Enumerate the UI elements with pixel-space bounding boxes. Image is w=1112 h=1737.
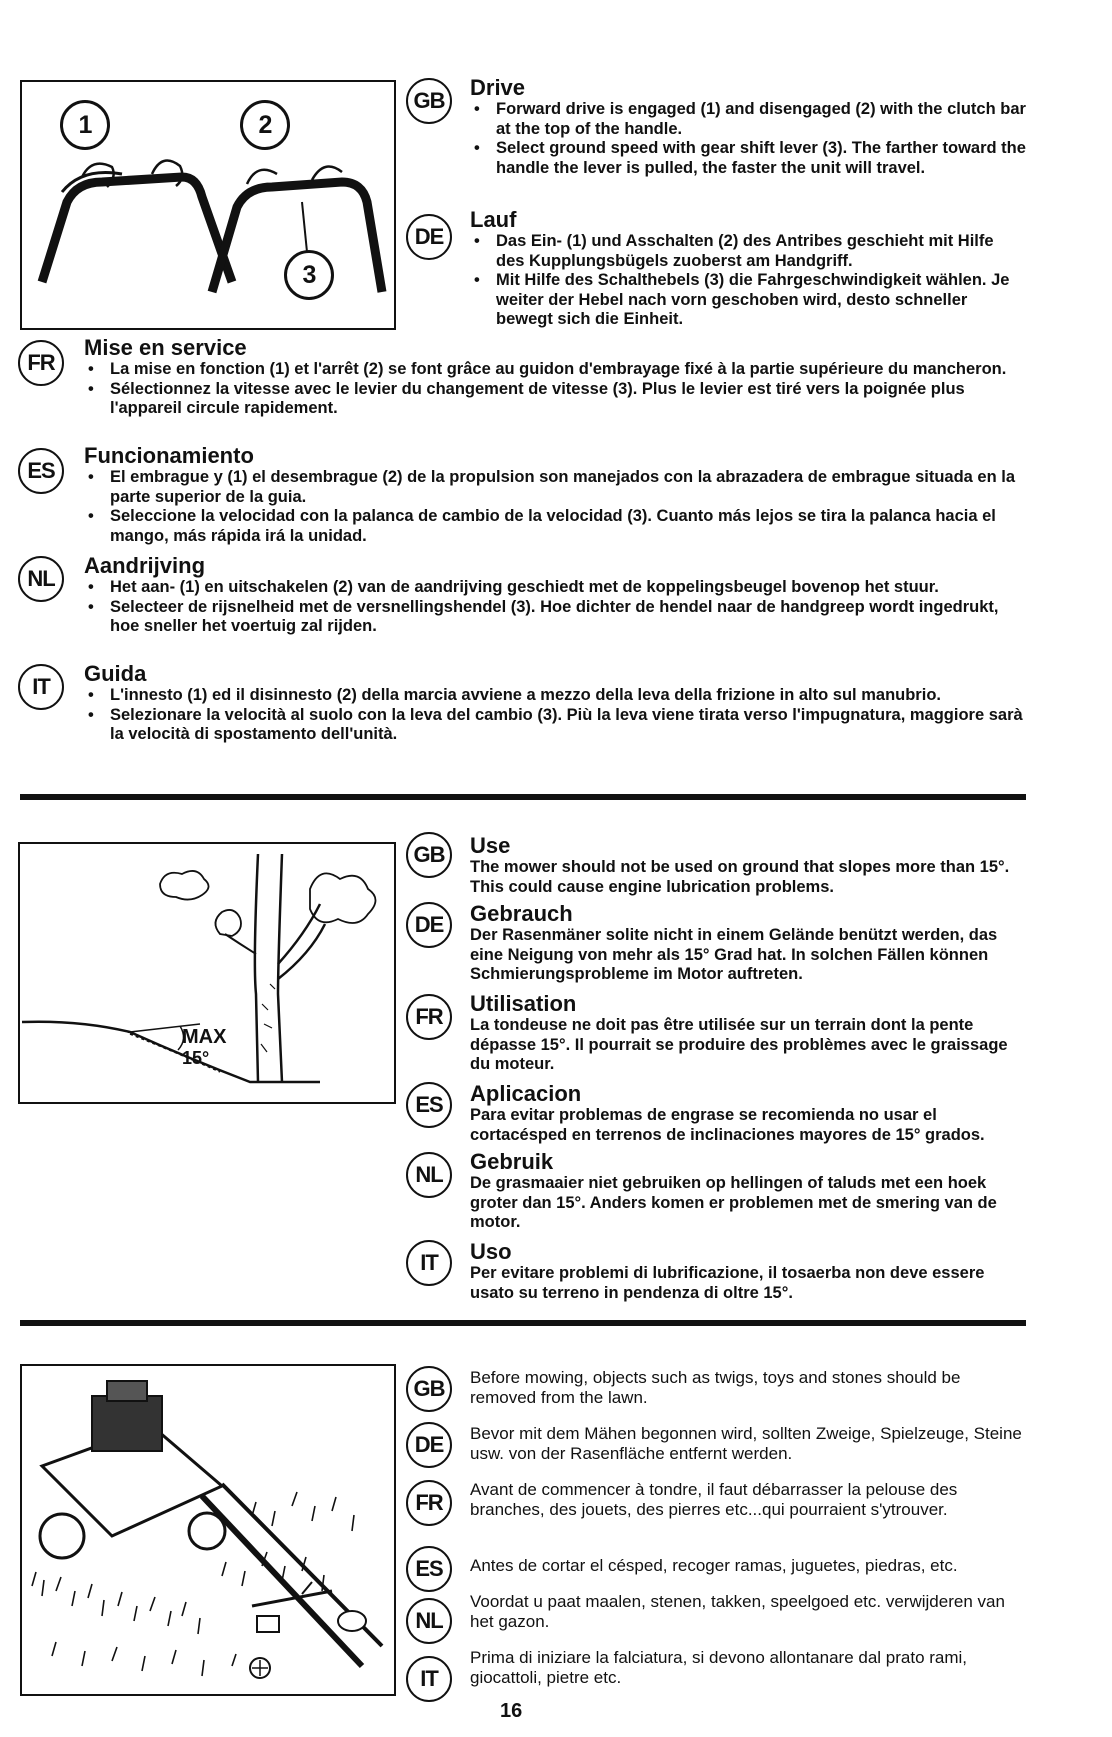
- section-heading: Use: [470, 833, 511, 858]
- section-heading: Drive: [470, 75, 526, 100]
- section-heading: Lauf: [470, 207, 517, 232]
- section-divider: [20, 1320, 1026, 1326]
- section-heading: Mise en service: [84, 335, 247, 360]
- lang-badge-de: DE: [406, 1422, 452, 1468]
- bullet-item: • La mise en fonction (1) et l'arrêt (2) se font grâce au guidon d'embrayage fixé à la partie supérieure du mancheron.: [110, 360, 1026, 380]
- lang-badge-es: ES: [406, 1082, 452, 1128]
- callout-3: 3: [284, 250, 334, 300]
- prep-it-paragraph: Prima di iniziare la falciatura, si devono allontanare dal prato rami, giocattoli, pietre etc.: [470, 1648, 968, 1687]
- page-number: 16: [500, 1700, 523, 1722]
- lang-badge-nl: NL: [406, 1598, 452, 1644]
- paragraph: Per evitare problemi di lubrificazione, il tosaerba non deve essere usato su terreno in pendenza di oltre 15°.: [470, 1264, 985, 1302]
- section-heading: Aplicacion: [470, 1081, 582, 1106]
- prep-nl-paragraph: Voordat u paat maalen, stenen, takken, speelgoed etc. verwijderen van het gazon.: [470, 1592, 1005, 1631]
- section-divider: [20, 794, 1026, 800]
- bullet-item: • Selecteer de rijsnelheid met de versnellingshendel (3). Hoe dichter de hendel naar de handgreep wordt ingedrukt, hoe sneller het voertuig zal rijden.: [110, 598, 1026, 637]
- lang-badge-fr: FR: [406, 994, 452, 1040]
- lang-badge-gb: GB: [406, 78, 452, 124]
- paragraph: De grasmaaier niet gebruiken op hellingen of taluds met een hoek groter dan 15°. Anders komen er problemen met de smering van de motor.: [470, 1174, 997, 1231]
- bullet-item: • Mit Hilfe des Schalthebels (3) die Fahrgeschwindigkeit wählen. Je weiter der Hebel nach vorn geschoben wird, desto schneller bewegt sich die Einheit.: [496, 271, 1026, 330]
- paragraph: Para evitar problemas de engrase se recomienda no usar el cortacésped en terrenos de inclinaciones mayores de 15° grados.: [470, 1106, 985, 1144]
- bullet-item: • Das Ein- (1) und Asschalten (2) des Antribes geschieht mit Hilfe des Kupplungsbügels zuoberst am Handgriff.: [496, 232, 1026, 271]
- drive-nl-block: [84, 554, 1026, 637]
- figure-label-degrees: 15°: [182, 1048, 210, 1068]
- lang-badge-es: ES: [406, 1546, 452, 1592]
- lang-badge-it: IT: [406, 1656, 452, 1702]
- bullet-item: • Seleccione la velocidad con la palanca de cambio de la velocidad (3). Cuanto más lejos se tira la palanca hacia el mango, más rápida irá la unidad.: [110, 507, 1026, 546]
- lawn-debris-illustration: [20, 1364, 396, 1696]
- lang-badge-gb: GB: [406, 1366, 452, 1412]
- use-nl-block: [470, 1150, 1026, 1233]
- lang-badge-it: IT: [406, 1240, 452, 1286]
- bullet-item: • Select ground speed with gear shift lever (3). The farther toward the handle the lever is pulled, the faster the unit will travel.: [496, 139, 1026, 178]
- callout-1: 1: [60, 100, 110, 150]
- lang-badge-nl: NL: [406, 1152, 452, 1198]
- section-heading: Funcionamiento: [84, 443, 254, 468]
- paragraph: La tondeuse ne doit pas être utilisée sur un terrain dont la pente dépasse 15°. Il pourrait se produire des problèmes avec le graissage du moteur.: [470, 1016, 1008, 1073]
- paragraph: The mower should not be used on ground that slopes more than 15°. This could cause engine lubrication problems.: [470, 858, 1010, 896]
- use-es-block: [470, 1082, 1026, 1145]
- paragraph: Der Rasenmäner solite nicht in einem Gelände benützt werden, das eine Neigung von mehr als 15° Grad hat. In solchen Fällen können Schmierungsprobleme im Motor auftreten.: [470, 926, 998, 983]
- lang-badge-gb: GB: [406, 832, 452, 878]
- bullet-item: • El embrague y (1) el desembrague (2) de la propulsion son manejados con la abrazadera de embrague situada en la parte superior de la guia.: [110, 468, 1026, 507]
- use-de-block: [470, 902, 1026, 985]
- prep-de-paragraph: Bevor mit dem Mähen begonnen wird, sollten Zweige, Spielzeuge, Steine usw. von der Rasenfläche entfernt werden.: [470, 1424, 1022, 1463]
- bullet-item: • Selezionare la velocità al suolo con la leva del cambio (3). Più la leva viene tirata verso l'impugnatura, maggiore sarà la velocità di spostamento dell'unità.: [110, 706, 1026, 745]
- use-gb-block: [470, 834, 1026, 897]
- lang-badge-de: DE: [406, 214, 452, 260]
- bullet-item: • Forward drive is engaged (1) and disengaged (2) with the clutch bar at the top of the handle.: [496, 100, 1026, 139]
- use-it-block: [470, 1240, 1026, 1303]
- handle-clutch-illustration: [20, 80, 396, 330]
- lang-badge-it: IT: [18, 664, 64, 710]
- lang-badge-es: ES: [18, 448, 64, 494]
- section-heading: Gebrauch: [470, 901, 573, 926]
- bullet-item: • Het aan- (1) en uitschakelen (2) van de aandrijving geschiedt met de koppelingsbeugel bovenop het stuur.: [110, 578, 1026, 598]
- prep-fr-paragraph: Avant de commencer à tondre, il faut débarrasser la pelouse des branches, des jouets, des pierres etc...qui pourraient s'ytrouver.: [470, 1480, 958, 1519]
- callout-2: 2: [240, 100, 290, 150]
- drive-de-block: [470, 208, 1026, 330]
- drive-gb-block: [470, 76, 1026, 178]
- drive-es-block: [84, 444, 1026, 546]
- lang-badge-fr: FR: [406, 1480, 452, 1526]
- bullet-item: • Sélectionnez la vitesse avec le levier du changement de vitesse (3). Plus le levier est tiré vers la poignée plus l'appareil circule rapidement.: [110, 380, 1026, 419]
- use-fr-block: [470, 992, 1026, 1075]
- slope-max-illustration: [18, 842, 396, 1104]
- section-heading: Guida: [84, 661, 147, 686]
- figure-label-max: MAX: [182, 1026, 227, 1048]
- section-heading: Aandrijving: [84, 553, 206, 578]
- drive-it-block: [84, 662, 1026, 745]
- bullet-item: • L'innesto (1) ed il disinnesto (2) della marcia avviene a mezzo della leva della frizione in alto sul manubrio.: [110, 686, 1026, 706]
- prep-es-paragraph: Antes de cortar el césped, recoger ramas, juguetes, piedras, etc.: [470, 1556, 958, 1575]
- lang-badge-fr: FR: [18, 340, 64, 386]
- lang-badge-nl: NL: [18, 556, 64, 602]
- drive-fr-block: [84, 336, 1026, 419]
- section-heading: Utilisation: [470, 991, 577, 1016]
- section-heading: Gebruik: [470, 1149, 554, 1174]
- lang-badge-de: DE: [406, 902, 452, 948]
- prep-gb-paragraph: Before mowing, objects such as twigs, toys and stones should be removed from the lawn.: [470, 1368, 961, 1407]
- section-heading: Uso: [470, 1239, 512, 1264]
